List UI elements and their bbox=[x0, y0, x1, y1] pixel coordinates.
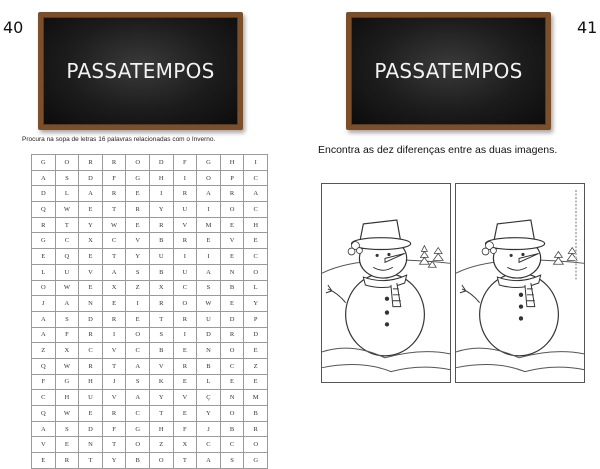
grid-row bbox=[32, 390, 268, 406]
grid-cell: E bbox=[79, 249, 103, 265]
grid-cell: V bbox=[173, 217, 197, 233]
grid-cell: O bbox=[149, 453, 173, 469]
grid-cell: O bbox=[197, 170, 221, 186]
grid-cell: F bbox=[102, 170, 126, 186]
grid-cell: E bbox=[126, 311, 150, 327]
grid-cell: E bbox=[32, 453, 56, 469]
grid-cell: B bbox=[220, 421, 244, 437]
grid-cell: V bbox=[126, 233, 150, 249]
grid-cell: T bbox=[102, 437, 126, 453]
page-number-right: 41 bbox=[577, 18, 598, 37]
snowman-illustration-modified bbox=[455, 183, 585, 383]
grid-cell: G bbox=[126, 421, 150, 437]
grid-cell: S bbox=[220, 453, 244, 469]
grid-cell: E bbox=[55, 437, 79, 453]
grid-cell: V bbox=[149, 358, 173, 374]
grid-cell: E bbox=[173, 343, 197, 359]
grid-cell: I bbox=[173, 249, 197, 265]
grid-cell: Y bbox=[126, 249, 150, 265]
grid-cell: R bbox=[173, 233, 197, 249]
grid-cell: Y bbox=[197, 406, 221, 422]
grid-cell: L bbox=[197, 374, 221, 390]
grid-cell: I bbox=[244, 155, 268, 171]
chalkboard-surface bbox=[43, 17, 238, 125]
grid-row bbox=[32, 358, 268, 374]
grid-cell: O bbox=[220, 343, 244, 359]
grid-cell: F bbox=[32, 374, 56, 390]
grid-cell: V bbox=[102, 343, 126, 359]
grid-cell: D bbox=[79, 311, 103, 327]
grid-cell: A bbox=[126, 390, 150, 406]
grid-cell: E bbox=[220, 374, 244, 390]
grid-cell: U bbox=[79, 390, 103, 406]
grid-cell: E bbox=[220, 249, 244, 265]
grid-cell: Ç bbox=[197, 390, 221, 406]
grid-cell: A bbox=[79, 186, 103, 202]
grid-cell: I bbox=[173, 170, 197, 186]
grid-cell: B bbox=[220, 280, 244, 296]
grid-row bbox=[32, 437, 268, 453]
grid-cell: E bbox=[197, 233, 221, 249]
grid-cell: K bbox=[149, 374, 173, 390]
grid-row bbox=[32, 311, 268, 327]
grid-cell: W bbox=[55, 202, 79, 218]
grid-cell: M bbox=[197, 217, 221, 233]
grid-cell: X bbox=[149, 280, 173, 296]
grid-cell: S bbox=[149, 327, 173, 343]
grid-cell: R bbox=[79, 327, 103, 343]
grid-cell: A bbox=[32, 421, 56, 437]
grid-row bbox=[32, 453, 268, 469]
grid-cell: A bbox=[126, 358, 150, 374]
side-credit-mark bbox=[572, 190, 580, 280]
grid-cell: F bbox=[55, 327, 79, 343]
grid-cell: O bbox=[244, 264, 268, 280]
word-search-instruction: Procura na sopa de letras 16 palavras relacionadas com o Inverno. bbox=[22, 136, 216, 143]
grid-cell: U bbox=[173, 264, 197, 280]
grid-cell: I bbox=[126, 296, 150, 312]
grid-cell: V bbox=[220, 233, 244, 249]
grid-cell: H bbox=[79, 374, 103, 390]
grid-cell: T bbox=[149, 311, 173, 327]
grid-cell: E bbox=[32, 249, 56, 265]
grid-cell: U bbox=[173, 202, 197, 218]
grid-cell: L bbox=[244, 280, 268, 296]
grid-cell: N bbox=[220, 264, 244, 280]
grid-cell: Q bbox=[32, 358, 56, 374]
grid-cell: I bbox=[149, 186, 173, 202]
grid-cell: B bbox=[126, 453, 150, 469]
grid-cell: D bbox=[197, 327, 221, 343]
grid-cell: I bbox=[102, 327, 126, 343]
grid-cell: N bbox=[220, 390, 244, 406]
grid-cell: S bbox=[55, 170, 79, 186]
grid-cell: J bbox=[102, 374, 126, 390]
grid-cell: E bbox=[244, 374, 268, 390]
grid-cell: I bbox=[197, 202, 221, 218]
grid-cell: Y bbox=[149, 202, 173, 218]
grid-cell: C bbox=[244, 202, 268, 218]
grid-cell: H bbox=[220, 155, 244, 171]
grid-cell: P bbox=[244, 311, 268, 327]
grid-cell: W bbox=[55, 280, 79, 296]
grid-cell: R bbox=[173, 186, 197, 202]
differences-instruction: Encontra as dez diferenças entre as duas imagens. bbox=[318, 144, 558, 156]
grid-cell: I bbox=[173, 327, 197, 343]
grid-cell: R bbox=[79, 155, 103, 171]
grid-cell: A bbox=[32, 327, 56, 343]
grid-cell: E bbox=[79, 202, 103, 218]
chalkboard-surface bbox=[351, 17, 546, 125]
grid-row bbox=[32, 280, 268, 296]
grid-cell: M bbox=[244, 390, 268, 406]
grid-cell: A bbox=[197, 264, 221, 280]
grid-cell: R bbox=[102, 311, 126, 327]
grid-cell: O bbox=[32, 280, 56, 296]
grid-cell: R bbox=[220, 186, 244, 202]
grid-row bbox=[32, 374, 268, 390]
grid-cell: G bbox=[32, 233, 56, 249]
grid-cell: B bbox=[244, 406, 268, 422]
grid-row bbox=[32, 406, 268, 422]
grid-cell: T bbox=[55, 217, 79, 233]
grid-cell: S bbox=[126, 374, 150, 390]
grid-row bbox=[32, 296, 268, 312]
grid-cell: I bbox=[197, 249, 221, 265]
grid-row bbox=[32, 264, 268, 280]
grid-cell: R bbox=[173, 311, 197, 327]
grid-cell: X bbox=[79, 233, 103, 249]
chalkboard-banner-left bbox=[38, 12, 243, 130]
grid-cell: J bbox=[197, 421, 221, 437]
grid-cell: E bbox=[79, 280, 103, 296]
grid-cell: R bbox=[79, 358, 103, 374]
grid-row bbox=[32, 327, 268, 343]
grid-cell: C bbox=[244, 249, 268, 265]
grid-cell: F bbox=[102, 421, 126, 437]
grid-cell: N bbox=[197, 343, 221, 359]
grid-cell: U bbox=[197, 311, 221, 327]
grid-cell: T bbox=[79, 453, 103, 469]
grid-cell: E bbox=[220, 296, 244, 312]
grid-cell: E bbox=[102, 296, 126, 312]
grid-cell: R bbox=[173, 358, 197, 374]
grid-cell: B bbox=[197, 358, 221, 374]
grid-row bbox=[32, 421, 268, 437]
grid-cell: V bbox=[32, 437, 56, 453]
grid-cell: D bbox=[149, 155, 173, 171]
grid-row bbox=[32, 186, 268, 202]
grid-cell: B bbox=[149, 343, 173, 359]
grid-cell: F bbox=[173, 155, 197, 171]
grid-cell: V bbox=[79, 264, 103, 280]
grid-cell: E bbox=[126, 217, 150, 233]
grid-cell: Z bbox=[32, 343, 56, 359]
grid-cell: E bbox=[173, 406, 197, 422]
grid-row bbox=[32, 233, 268, 249]
grid-cell: E bbox=[244, 233, 268, 249]
grid-cell: G bbox=[197, 155, 221, 171]
grid-cell: Q bbox=[32, 406, 56, 422]
grid-cell: T bbox=[149, 406, 173, 422]
grid-cell: H bbox=[244, 217, 268, 233]
grid-cell: C bbox=[55, 233, 79, 249]
grid-cell: Y bbox=[244, 296, 268, 312]
grid-cell: N bbox=[79, 296, 103, 312]
grid-cell: A bbox=[32, 170, 56, 186]
grid-cell: H bbox=[55, 390, 79, 406]
grid-cell: A bbox=[102, 264, 126, 280]
grid-cell: Z bbox=[126, 280, 150, 296]
grid-cell: X bbox=[173, 437, 197, 453]
grid-cell: T bbox=[102, 249, 126, 265]
grid-cell: A bbox=[32, 311, 56, 327]
grid-cell: C bbox=[32, 390, 56, 406]
grid-cell: V bbox=[173, 390, 197, 406]
grid-cell: R bbox=[102, 406, 126, 422]
grid-cell: A bbox=[55, 296, 79, 312]
grid-cell: E bbox=[173, 374, 197, 390]
grid-cell: D bbox=[79, 421, 103, 437]
grid-cell: D bbox=[220, 311, 244, 327]
grid-cell: A bbox=[197, 453, 221, 469]
grid-cell: C bbox=[173, 280, 197, 296]
banner-title-left: PASSATEMPOS bbox=[66, 59, 215, 83]
grid-cell: R bbox=[102, 186, 126, 202]
grid-cell: O bbox=[244, 437, 268, 453]
grid-cell: P bbox=[220, 170, 244, 186]
grid-cell: E bbox=[79, 406, 103, 422]
grid-cell: Y bbox=[79, 217, 103, 233]
grid-cell: R bbox=[32, 217, 56, 233]
grid-cell: A bbox=[197, 186, 221, 202]
page-number-left: 40 bbox=[3, 18, 24, 37]
banner-title-right: PASSATEMPOS bbox=[374, 59, 523, 83]
grid-cell: C bbox=[126, 406, 150, 422]
grid-cell: F bbox=[173, 421, 197, 437]
grid-cell: R bbox=[55, 453, 79, 469]
grid-cell: J bbox=[32, 296, 56, 312]
grid-cell: O bbox=[220, 406, 244, 422]
grid-cell: E bbox=[220, 217, 244, 233]
grid-cell: D bbox=[79, 170, 103, 186]
grid-cell: B bbox=[149, 233, 173, 249]
grid-cell: C bbox=[126, 343, 150, 359]
grid-cell: O bbox=[126, 437, 150, 453]
grid-row bbox=[32, 170, 268, 186]
grid-cell: C bbox=[79, 343, 103, 359]
grid-cell: W bbox=[55, 358, 79, 374]
grid-cell: Q bbox=[55, 249, 79, 265]
grid-cell: T bbox=[102, 202, 126, 218]
grid-cell: E bbox=[126, 186, 150, 202]
grid-cell: B bbox=[149, 264, 173, 280]
grid-cell: W bbox=[102, 217, 126, 233]
grid-cell: U bbox=[149, 249, 173, 265]
grid-cell: D bbox=[32, 186, 56, 202]
grid-cell: S bbox=[55, 311, 79, 327]
grid-cell: D bbox=[244, 327, 268, 343]
grid-cell: R bbox=[102, 155, 126, 171]
grid-row bbox=[32, 343, 268, 359]
grid-cell: G bbox=[55, 374, 79, 390]
grid-cell: R bbox=[149, 217, 173, 233]
grid-cell: L bbox=[32, 264, 56, 280]
grid-cell: A bbox=[244, 186, 268, 202]
word-search-grid bbox=[31, 154, 268, 469]
grid-cell: Z bbox=[244, 358, 268, 374]
grid-cell: S bbox=[55, 421, 79, 437]
grid-cell: W bbox=[197, 296, 221, 312]
grid-cell: U bbox=[55, 264, 79, 280]
grid-cell: R bbox=[126, 202, 150, 218]
grid-cell: O bbox=[173, 296, 197, 312]
grid-cell: X bbox=[102, 280, 126, 296]
grid-cell: S bbox=[197, 280, 221, 296]
grid-cell: X bbox=[55, 343, 79, 359]
grid-cell: C bbox=[102, 233, 126, 249]
grid-cell: O bbox=[220, 202, 244, 218]
grid-cell: H bbox=[149, 421, 173, 437]
grid-cell: T bbox=[173, 453, 197, 469]
grid-cell: C bbox=[220, 437, 244, 453]
grid-cell: C bbox=[220, 358, 244, 374]
grid-row bbox=[32, 202, 268, 218]
grid-cell: Y bbox=[102, 453, 126, 469]
grid-cell: G bbox=[244, 453, 268, 469]
chalkboard-banner-right bbox=[346, 12, 551, 130]
grid-cell: H bbox=[149, 170, 173, 186]
grid-cell: Y bbox=[149, 390, 173, 406]
grid-cell: C bbox=[244, 170, 268, 186]
grid-cell: N bbox=[79, 437, 103, 453]
grid-cell: R bbox=[220, 327, 244, 343]
grid-cell: C bbox=[197, 437, 221, 453]
grid-row bbox=[32, 217, 268, 233]
grid-row bbox=[32, 249, 268, 265]
grid-cell: T bbox=[102, 358, 126, 374]
grid-cell: R bbox=[244, 421, 268, 437]
grid-cell: L bbox=[55, 186, 79, 202]
grid-cell: E bbox=[244, 343, 268, 359]
grid-cell: O bbox=[126, 327, 150, 343]
grid-cell: O bbox=[55, 155, 79, 171]
grid-row bbox=[32, 155, 268, 171]
snowman-illustration-original bbox=[321, 183, 451, 383]
grid-cell: R bbox=[149, 296, 173, 312]
grid-cell: O bbox=[126, 155, 150, 171]
grid-cell: V bbox=[102, 390, 126, 406]
grid-cell: G bbox=[126, 170, 150, 186]
grid-cell: Q bbox=[32, 202, 56, 218]
grid-cell: W bbox=[55, 406, 79, 422]
grid-cell: G bbox=[32, 155, 56, 171]
grid-cell: S bbox=[126, 264, 150, 280]
grid-cell: Z bbox=[149, 437, 173, 453]
